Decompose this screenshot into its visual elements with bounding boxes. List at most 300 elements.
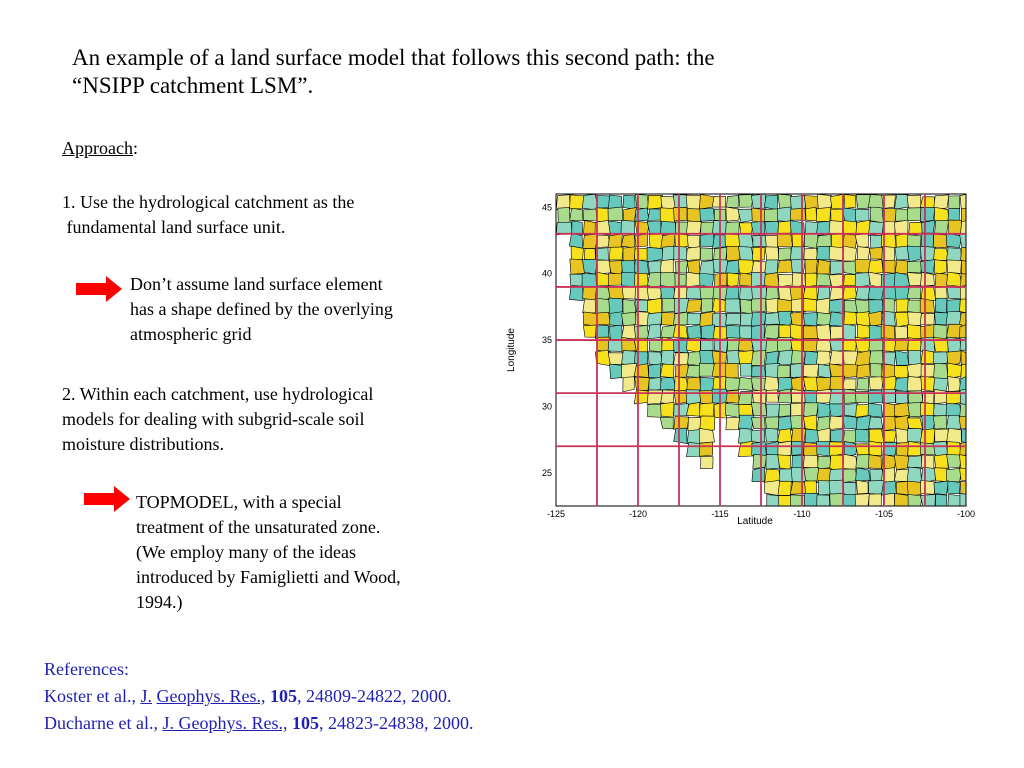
title-line-1: An example of a land surface model that follows this second path: the (72, 45, 715, 70)
catchment-polygon (908, 325, 923, 340)
catchment-polygon (699, 260, 714, 274)
catchment-polygon (790, 208, 805, 220)
catchment-polygon (661, 390, 675, 404)
catchment-polygon (740, 273, 754, 287)
catchment-polygon (570, 195, 585, 209)
catchment-polygon (921, 480, 936, 494)
point-2-line-2: models for dealing with subgrid-scale soil (62, 409, 365, 429)
catchment-polygon (896, 428, 909, 443)
catchment-polygon (816, 246, 830, 260)
catchment-polygon (739, 326, 753, 340)
catchment-polygon (920, 494, 935, 506)
catchment-polygon (869, 351, 883, 364)
catchment-polygon (584, 249, 595, 260)
map-y-tick-label: 40 (541, 268, 552, 279)
catchment-polygon (830, 194, 844, 209)
catchment-polygon (948, 494, 962, 506)
catchment-polygon (777, 429, 792, 443)
catchment-polygon (726, 363, 739, 378)
catchment-polygon (948, 196, 959, 209)
catchment-polygon (818, 364, 830, 378)
reference-2-journal-link[interactable]: J. Geophys. Res., (162, 713, 288, 733)
catchment-polygon (571, 246, 583, 261)
sub-point-2-line-1: TOPMODEL, with a special (136, 492, 342, 512)
catchment-polygon (608, 221, 622, 235)
catchment-polygon (738, 246, 753, 261)
catchment-polygon (701, 325, 714, 339)
catchment-polygon (766, 351, 779, 365)
catchment-polygon (740, 363, 752, 376)
catchment-polygon (947, 351, 962, 365)
catchment-polygon (609, 298, 623, 314)
catchment-polygon (623, 247, 635, 262)
catchment-polygon (765, 417, 779, 430)
map-y-tick-label: 25 (541, 467, 552, 478)
map-x-axis-label: Latitude (737, 516, 773, 527)
catchment-polygon (920, 272, 934, 286)
catchment-polygon (596, 272, 610, 286)
catchment-polygon (894, 469, 909, 481)
reference-1 (44, 683, 473, 710)
catchment-polygon (700, 350, 714, 365)
catchment-polygon (778, 441, 791, 457)
catchment-polygon (868, 195, 883, 209)
catchment-polygon (935, 207, 949, 222)
reference-2-volume: 105 (291, 713, 319, 733)
catchment-polygon (570, 259, 585, 274)
catchment-polygon (948, 363, 962, 378)
reference-1-journal-link-b[interactable]: Geophys. Res., (156, 686, 266, 706)
catchment-polygon (895, 351, 908, 366)
catchment-polygon (961, 260, 966, 274)
catchment-polygon (623, 195, 635, 209)
catchment-polygon (752, 208, 766, 223)
catchment-polygon (829, 404, 843, 418)
catchment-polygon (935, 220, 949, 233)
reference-1-journal-link-a[interactable]: J. (140, 686, 152, 706)
catchment-polygon (803, 364, 819, 378)
catchment-polygon (855, 468, 870, 481)
map-y-axis-label: Longitude (506, 328, 517, 372)
catchment-polygon (921, 376, 936, 391)
catchment-polygon (868, 455, 881, 469)
catchment-polygon (583, 312, 597, 326)
catchment-polygon (883, 431, 896, 442)
catchment-polygon (674, 416, 689, 429)
catchment-polygon (856, 220, 870, 235)
catchment-polygon (803, 415, 816, 430)
catchment-polygon (765, 221, 779, 234)
catchment-polygon (869, 311, 882, 326)
catchment-polygon (895, 312, 909, 326)
approach-label: Approach (62, 138, 133, 158)
catchment-polygon (895, 326, 907, 339)
reference-2-authors: Ducharne et al., (44, 713, 163, 733)
catchment-polygon (791, 389, 805, 403)
catchment-polygon (934, 363, 949, 378)
catchment-polygon (869, 441, 882, 456)
catchment-polygon (856, 455, 870, 469)
catchment-polygon (660, 417, 673, 429)
catchment-polygon (947, 454, 962, 467)
catchment-polygon (751, 417, 765, 429)
catchment-polygon (727, 273, 738, 287)
catchment-polygon (764, 195, 778, 210)
catchment-polygon (686, 300, 702, 313)
catchment-polygon (701, 299, 712, 313)
catchment-polygon (778, 365, 791, 378)
catchment-polygon (726, 417, 740, 430)
catchment-polygon (933, 416, 947, 429)
catchment-polygon (778, 299, 793, 313)
catchment-polygon (946, 248, 961, 261)
catchment-polygon (738, 209, 753, 222)
catchment-polygon (844, 482, 857, 496)
map-x-tick-label: -110 (793, 509, 811, 519)
catchment-polygon (648, 195, 663, 209)
catchment-polygon (700, 208, 715, 221)
catchment-polygon (829, 442, 843, 457)
catchment-polygon (935, 298, 947, 313)
catchment-polygon (739, 404, 752, 416)
map-x-tick-label: -105 (874, 509, 894, 519)
catchment-polygon (933, 441, 947, 456)
catchment-polygon (634, 390, 648, 404)
catchment-polygon (674, 246, 688, 260)
catchment-polygon (842, 246, 856, 261)
catchment-polygon (844, 312, 858, 326)
map-y-tick-label: 45 (541, 202, 552, 213)
catchment-polygon (778, 221, 792, 235)
catchment-polygon (767, 495, 780, 506)
reference-2-pages: , 24823-24838, 2000. (318, 713, 474, 733)
reference-1-pages: , 24809-24822, 2000. (296, 686, 452, 706)
catchment-polygon (946, 233, 961, 248)
catchment-polygon (569, 286, 583, 301)
catchment-polygon (844, 275, 857, 286)
catchment-polygon (700, 233, 715, 246)
catchment-polygon (883, 209, 896, 223)
catchment-polygon (778, 481, 791, 495)
catchment-polygon (583, 325, 596, 337)
sub-point-1-line-1: Don’t assume land surface element (130, 274, 383, 294)
catchment-polygon (700, 287, 715, 300)
catchment-polygon (764, 377, 779, 392)
catchment-polygon (946, 324, 961, 338)
catchment-polygon (764, 325, 779, 339)
catchment-polygon (907, 246, 922, 262)
catchment-polygon (726, 222, 740, 235)
catchment-polygon (960, 481, 966, 494)
catchment-polygon (961, 208, 966, 223)
catchment-polygon (870, 207, 883, 223)
catchment-polygon (778, 416, 792, 430)
catchment-polygon (609, 325, 622, 339)
catchment-polygon (700, 273, 714, 287)
map-y-tick-label: 35 (541, 335, 552, 346)
catchment-polygon (790, 495, 805, 506)
catchment-polygon (608, 234, 622, 248)
catchment-polygon (856, 480, 868, 494)
catchment-polygon (856, 415, 870, 430)
catchment-polygon (647, 288, 662, 300)
sub-point-2-line-2: treatment of the unsaturated zone. (136, 517, 381, 537)
catchment-polygon (778, 248, 791, 261)
catchment-polygon (726, 207, 740, 221)
catchment-polygon (753, 235, 767, 246)
catchment-polygon (686, 247, 700, 261)
catchment-polygon (686, 287, 701, 299)
references (44, 656, 473, 737)
catchment-polygon (738, 428, 752, 443)
catchment-polygon (844, 195, 856, 209)
catchment-polygon (857, 378, 869, 390)
catchment-polygon (725, 299, 740, 313)
catchment-polygon (687, 313, 701, 325)
catchment-polygon (830, 261, 843, 275)
catchment-polygon (935, 287, 947, 299)
catchment-polygon (803, 455, 818, 468)
catchment-polygon (855, 351, 871, 366)
catchment-polygon (764, 480, 779, 495)
catchment-polygon (662, 299, 676, 313)
catchment-polygon (751, 402, 767, 416)
catchment-polygon (634, 325, 649, 339)
catchment-polygon (647, 390, 662, 404)
catchment-polygon (936, 494, 947, 506)
catchment-polygon (962, 429, 966, 443)
reference-2 (44, 710, 473, 737)
catchment-polygon (725, 403, 740, 417)
catchment-polygon (961, 351, 966, 366)
catchment-polygon (779, 469, 793, 483)
catchment-polygon (634, 260, 649, 275)
catchment-polygon (765, 313, 780, 325)
catchment-polygon (765, 428, 778, 442)
catchment-polygon (855, 429, 868, 442)
catchment-polygon (870, 363, 882, 377)
right-arrow-icon (84, 486, 132, 512)
catchment-polygon (961, 248, 966, 262)
catchment-polygon (725, 313, 740, 325)
catchment-polygon (570, 208, 583, 220)
catchment-polygon (947, 272, 962, 286)
catchment-polygon (686, 221, 701, 234)
catchment-polygon (804, 493, 818, 506)
catchment-polygon (582, 259, 597, 274)
catchment-polygon (727, 246, 740, 260)
catchment-polygon (790, 482, 806, 495)
catchment-polygon (920, 207, 935, 221)
map-x-tick-label: -120 (628, 509, 648, 519)
catchment-polygon (791, 298, 805, 312)
catchment-polygon (673, 286, 686, 300)
catchment-polygon (946, 311, 961, 324)
catchment-polygon (660, 259, 673, 274)
catchment-polygon (947, 286, 961, 298)
catchment-polygon (856, 209, 869, 221)
catchment-polygon (766, 287, 779, 300)
catchment-polygon (621, 272, 636, 288)
catchment-polygon (934, 454, 948, 468)
point-1 (62, 190, 354, 240)
title-line-2: “NSIPP catchment LSM”. (72, 73, 314, 98)
catchment-polygon (946, 468, 962, 482)
catchment-polygon (907, 456, 921, 468)
catchment-polygon (829, 416, 843, 430)
catchment-polygon (895, 246, 909, 260)
catchment-polygon (751, 194, 766, 208)
catchment-polygon (673, 324, 688, 338)
catchment-polygon (817, 495, 830, 506)
catchment-polygon (907, 376, 922, 391)
catchment-polygon (856, 312, 870, 327)
catchment-polygon (960, 389, 966, 405)
catchment-polygon (869, 494, 882, 506)
catchment-polygon (623, 299, 636, 313)
catchment-polygon (869, 247, 882, 259)
catchment-polygon (778, 194, 792, 209)
catchment-polygon (778, 455, 791, 470)
point-1-line-1: 1. Use the hydrological catchment as the (62, 192, 355, 212)
catchment-polygon (597, 312, 611, 325)
catchment-polygon (700, 248, 712, 260)
point-2-line-1: 2. Within each catchment, use hydrological (62, 384, 374, 404)
catchment-polygon (907, 481, 922, 496)
catchment-polygon (920, 197, 935, 208)
catchment-polygon (791, 467, 806, 482)
catchment-polygon (660, 208, 674, 223)
catchment-polygon (647, 324, 660, 339)
catchment-polygon (908, 402, 922, 417)
catchment-polygon (778, 350, 793, 364)
map-y-tick-label: 30 (541, 401, 552, 412)
sub-point-1-line-2: has a shape defined by the overlying (130, 299, 393, 319)
slide-title (72, 44, 932, 100)
catchment-polygon (778, 311, 792, 326)
catchment-polygon (766, 390, 778, 402)
catchment-polygon (764, 209, 778, 222)
catchment-polygon (674, 353, 689, 366)
catchment-polygon (960, 468, 966, 481)
catchment-polygon (817, 194, 832, 209)
catchment-polygon (673, 195, 687, 209)
catchment-polygon (673, 312, 688, 325)
catchment-polygon (948, 220, 962, 234)
catchment-polygon (843, 379, 856, 390)
catchment-polygon (804, 467, 819, 482)
catchment-polygon (752, 467, 765, 481)
catchment-polygon (818, 481, 830, 496)
catchment-polygon (855, 273, 869, 288)
catchment-polygon (727, 350, 740, 364)
catchment-polygon (777, 233, 792, 246)
sub-point-1 (130, 272, 393, 347)
catchment-polygon (857, 364, 871, 378)
catchment-polygon (687, 260, 700, 274)
catchment-polygon (817, 259, 831, 274)
catchment-polygon (623, 377, 634, 392)
catchment-polygon (660, 272, 676, 287)
catchment-polygon (896, 442, 908, 457)
catchment-polygon (661, 312, 675, 325)
catchment-polygon (816, 207, 831, 221)
catchment-polygon (765, 260, 778, 274)
catchment-polygon (766, 404, 779, 418)
catchment-polygon (934, 260, 946, 275)
catchment-polygon (700, 403, 715, 417)
catchment-polygon (947, 442, 961, 456)
catchment-polygon (752, 366, 766, 377)
catchment-polygon (699, 442, 712, 456)
catchment-polygon (634, 364, 649, 378)
catchment-polygon (920, 314, 934, 325)
catchment-polygon (883, 352, 895, 366)
catchment-polygon (908, 312, 922, 325)
catchment-polygon (608, 207, 623, 221)
catchment-polygon (558, 207, 570, 222)
catchment-polygon (582, 273, 597, 286)
catchment-polygon (907, 467, 921, 482)
catchment-polygon (934, 481, 949, 495)
catchment-polygon (660, 364, 674, 377)
catchment-polygon (830, 455, 844, 470)
catchment-polygon (894, 194, 908, 209)
catchment-polygon (792, 273, 805, 287)
catchment-polygon (739, 234, 754, 248)
reference-1-authors: Koster et al., (44, 686, 141, 706)
catchment-polygon (946, 404, 961, 417)
catchment-polygon (868, 260, 883, 274)
catchment-polygon (635, 377, 650, 390)
catchment-polygon (894, 493, 910, 506)
catchment-polygon (686, 272, 702, 287)
catchment-polygon (817, 286, 829, 300)
catchment-polygon (869, 390, 883, 403)
catchment-polygon (687, 209, 701, 223)
catchment-polygon (648, 404, 662, 417)
catchment-polygon (688, 352, 701, 366)
catchment-polygon (608, 353, 623, 365)
catchment-polygon (738, 441, 753, 456)
catchment-polygon (960, 442, 966, 456)
catchment-polygon (960, 494, 966, 506)
catchment-polygon (920, 298, 934, 313)
catchment-polygon (818, 428, 831, 442)
catchment-polygon (935, 273, 948, 287)
catchment-polygon (907, 261, 922, 273)
catchment-polygon (647, 221, 662, 234)
catchment-polygon (753, 247, 766, 260)
catchment-polygon (908, 441, 922, 455)
catchment-polygon (647, 298, 661, 313)
catchment-polygon (701, 456, 713, 468)
catchment-polygon (869, 417, 883, 429)
catchment-polygon (765, 235, 778, 248)
catchment-polygon (803, 377, 817, 391)
catchment-polygon (855, 300, 871, 314)
catchment-polygon (779, 274, 793, 287)
catchment-polygon (661, 402, 674, 417)
catchment-polygon (739, 377, 753, 390)
catchment-polygon (596, 208, 610, 222)
catchment-polygon (830, 429, 843, 442)
catchment-polygon (947, 260, 962, 273)
catchment-polygon (816, 274, 831, 286)
catchment-polygon (933, 234, 947, 248)
catchment-polygon (647, 247, 662, 262)
catchment-polygon (661, 350, 674, 365)
